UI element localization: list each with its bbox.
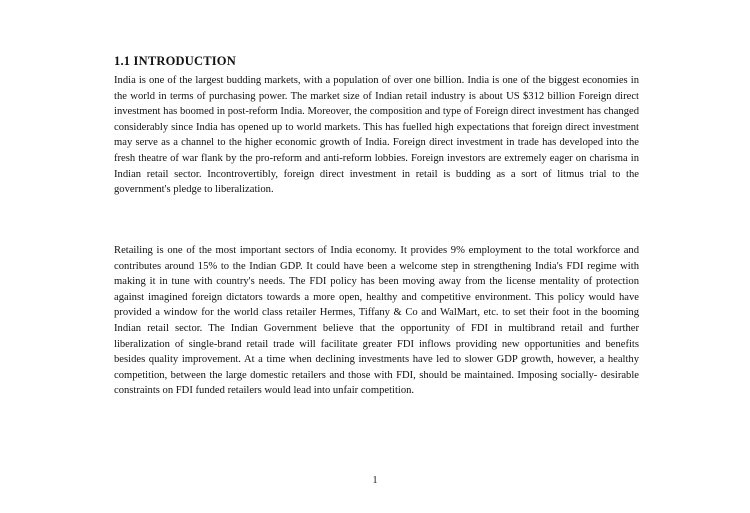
paragraph-introduction: India is one of the largest budding markets, with a population of over one billion. India is one of the biggest economies in the world in terms of purchasing power. The market size of Indian retail industry is about US $312 billion Foreign direct investment has boomed in post-reform India. Moreover, the composition and type of Foreign direct investment has changed considerably since India has opened up to world markets. This has fuelled high expectations that foreign direct investment may serve as a channel to the higher economic growth of India. Foreign direct investment in trade has developed into the fresh theatre of war flank by the pro-reform and anti-reform lobbies. Foreign investors are extremely eager on charisma in Indian retail sector. Incontrovertibly, foreign direct investment in retail is budding as a sort of litmus trial to the government's pledge to liberalization.	[114, 75, 639, 196]
page-number: 1	[372, 475, 378, 486]
paragraph-retailing: Retailing is one of the most important sectors of India economy. It provides 9% employment to the total workforce and contributes around 15% to the Indian GDP. It could have been a welcome step in strengthening India's FDI regime with making it in tune with country's needs. The FDI policy has been moving away from the license mentality of protection against imagined foreign dictators towards a more open, healthy and competitive environment. This policy would have provided a window for the world class retailer Hermes, Tiffany & Co and WalMart, etc. to set their foot in the booming Indian retail sector. The Indian Government believe that the opportunity of FDI in multibrand retail and further liberalization of single-brand retail trade will facilitate greater FDI inflows providing new opportunities and benefits besides quality improvement. At a time when declining investments have led to slower GDP growth, however, a healthy competition, between the large domestic retailers and those with FDI, should be maintained. Imposing socially- desirable constraints on FDI funded retailers would lead into unfair competition.	[114, 245, 639, 397]
section-heading: 1.1 INTRODUCTION	[114, 54, 236, 68]
